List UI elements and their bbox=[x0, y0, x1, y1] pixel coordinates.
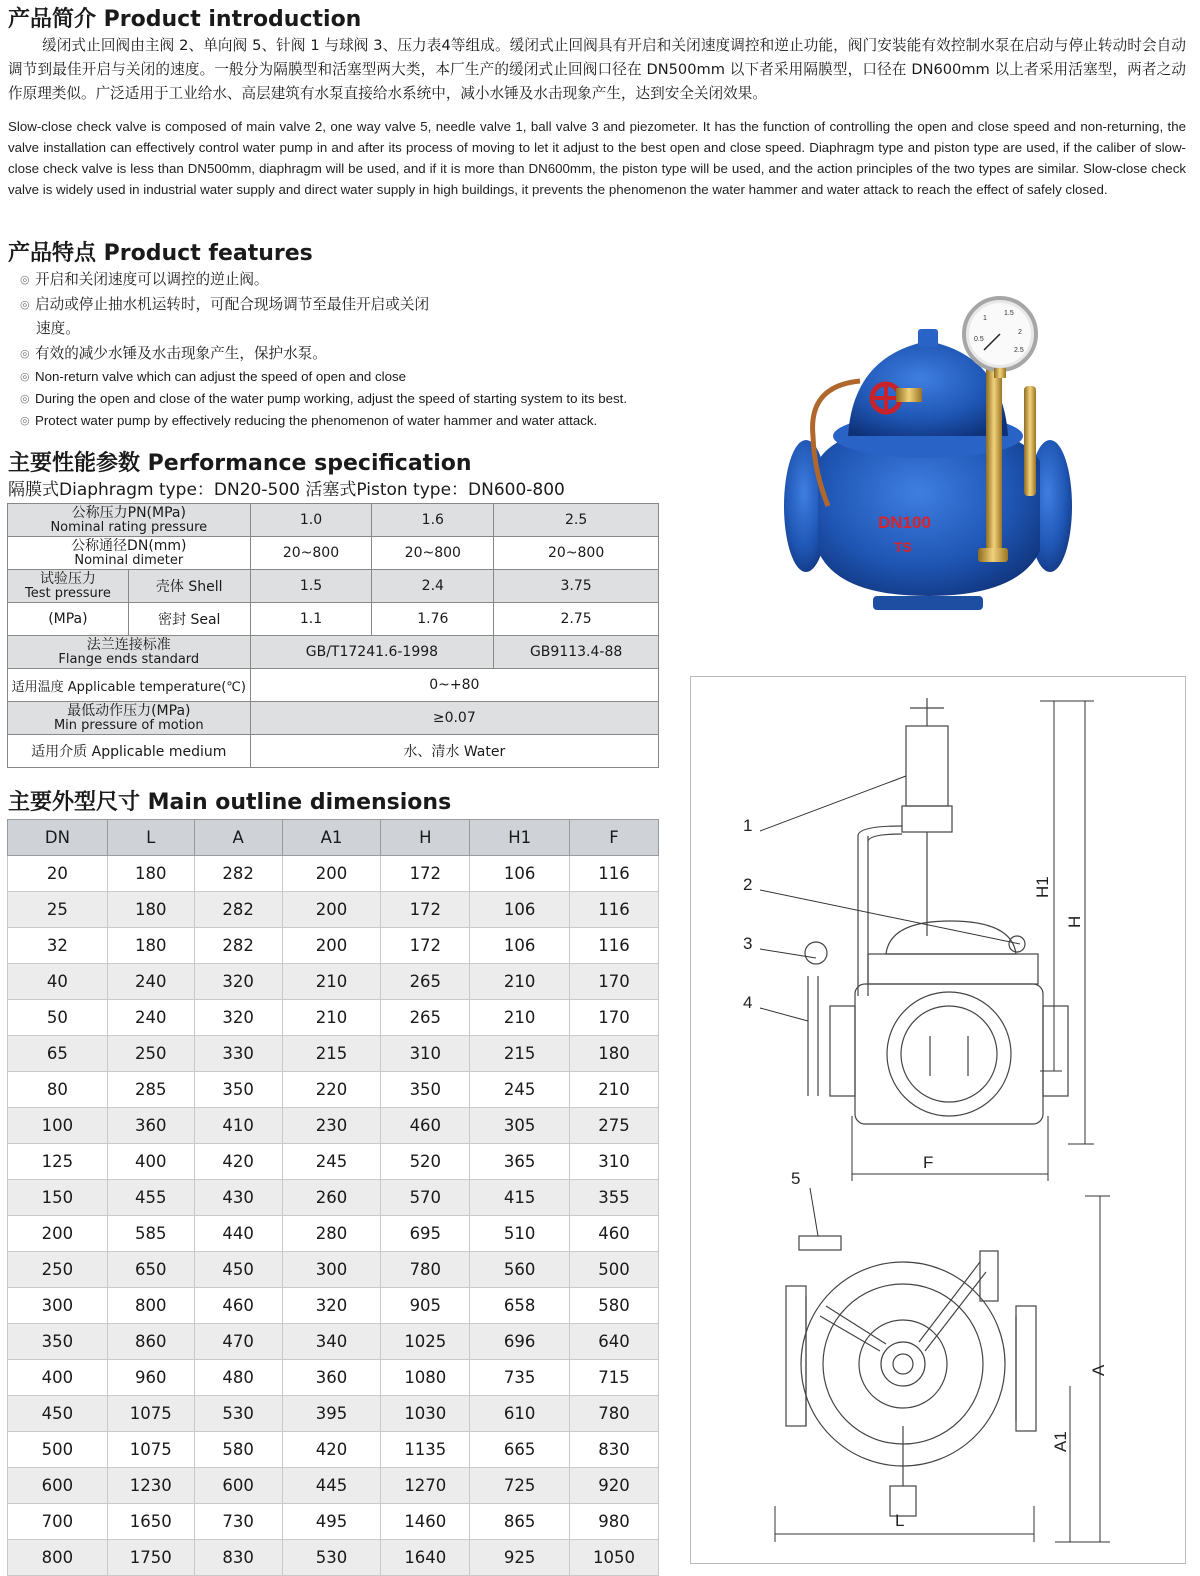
dims-cell: 600 bbox=[8, 1468, 108, 1504]
feature-marker: ◎ bbox=[20, 371, 30, 383]
dims-cell: 460 bbox=[194, 1288, 282, 1324]
dims-cell: 172 bbox=[381, 928, 470, 964]
dims-cell: 282 bbox=[194, 928, 282, 964]
dims-cell: 395 bbox=[282, 1396, 381, 1432]
spec-label: 试验压力 Test pressure bbox=[8, 570, 129, 603]
dims-cell: 830 bbox=[570, 1432, 659, 1468]
dims-cell: 280 bbox=[282, 1216, 381, 1252]
spec-label: 公称通径DN(mm) Nominal dimeter bbox=[8, 537, 251, 570]
dims-cell: 200 bbox=[282, 892, 381, 928]
dimensions-table bbox=[7, 819, 659, 1576]
dims-cell: 865 bbox=[470, 1504, 570, 1540]
table-row bbox=[8, 856, 659, 892]
dims-cell: 400 bbox=[8, 1360, 108, 1396]
dims-cell: 925 bbox=[470, 1540, 570, 1576]
dims-cell: 580 bbox=[194, 1432, 282, 1468]
table-row bbox=[8, 1396, 659, 1432]
dims-cell: 220 bbox=[282, 1072, 381, 1108]
spec-label: 公称压力PN(MPa) Nominal rating pressure bbox=[8, 504, 251, 537]
dims-cell: 420 bbox=[282, 1432, 381, 1468]
dims-cell: 305 bbox=[470, 1108, 570, 1144]
dims-cell: 715 bbox=[570, 1360, 659, 1396]
dims-cell: 960 bbox=[107, 1360, 194, 1396]
table-row bbox=[8, 1072, 659, 1108]
dims-cell: 320 bbox=[194, 1000, 282, 1036]
dims-cell: 210 bbox=[282, 964, 381, 1000]
dims-cell: 25 bbox=[8, 892, 108, 928]
dims-cell: 1270 bbox=[381, 1468, 470, 1504]
valve-type-subtitle: 隔膜式Diaphragm type：DN20-500 活塞式Piston type：DN600-800 bbox=[8, 480, 565, 500]
dims-header-cell: A bbox=[194, 820, 282, 856]
callout-5: 5 bbox=[791, 1169, 801, 1188]
dims-cell: 530 bbox=[282, 1540, 381, 1576]
dimensions-title: 主要外型尺寸 Main outline dimensions bbox=[8, 790, 452, 815]
dims-cell: 415 bbox=[470, 1180, 570, 1216]
dims-cell: 32 bbox=[8, 928, 108, 964]
dims-cell: 200 bbox=[8, 1216, 108, 1252]
dims-cell: 180 bbox=[107, 928, 194, 964]
dim-label-f: F bbox=[923, 1153, 934, 1172]
dims-cell: 920 bbox=[570, 1468, 659, 1504]
dims-cell: 700 bbox=[8, 1504, 108, 1540]
dims-cell: 100 bbox=[8, 1108, 108, 1144]
spec-row-minp: 最低动作压力(MPa) Min pressure of motion ≥0.07 bbox=[8, 702, 659, 735]
dims-cell: 450 bbox=[8, 1396, 108, 1432]
dims-cell: 116 bbox=[570, 892, 659, 928]
dims-cell: 210 bbox=[470, 1000, 570, 1036]
dims-cell: 410 bbox=[194, 1108, 282, 1144]
dims-cell: 106 bbox=[470, 928, 570, 964]
brand-marking: TS bbox=[894, 539, 912, 555]
dims-cell: 106 bbox=[470, 856, 570, 892]
table-row bbox=[8, 1504, 659, 1540]
dims-cell: 735 bbox=[470, 1360, 570, 1396]
dims-header-cell: A1 bbox=[282, 820, 381, 856]
callout-3: 3 bbox=[743, 934, 753, 953]
dims-cell: 450 bbox=[194, 1252, 282, 1288]
dims-cell: 172 bbox=[381, 892, 470, 928]
dims-cell: 265 bbox=[381, 1000, 470, 1036]
table-row bbox=[8, 1324, 659, 1360]
dims-cell: 1030 bbox=[381, 1396, 470, 1432]
dims-cell: 470 bbox=[194, 1324, 282, 1360]
dims-cell: 300 bbox=[8, 1288, 108, 1324]
spec-row-dn: 公称通径DN(mm) Nominal dimeter 20~800 20~800 20~800 bbox=[8, 537, 659, 570]
dims-cell: 658 bbox=[470, 1288, 570, 1324]
dims-header-cell: L bbox=[107, 820, 194, 856]
table-row bbox=[8, 1540, 659, 1576]
brass-column bbox=[986, 356, 1002, 556]
table-row bbox=[8, 1036, 659, 1072]
dims-cell: 310 bbox=[570, 1144, 659, 1180]
dims-cell: 50 bbox=[8, 1000, 108, 1036]
dims-cell: 265 bbox=[381, 964, 470, 1000]
dim-label-h1: H1 bbox=[1033, 876, 1052, 898]
dims-cell: 695 bbox=[381, 1216, 470, 1252]
dims-cell: 320 bbox=[282, 1288, 381, 1324]
feature-item-continuation: 速度。 bbox=[36, 320, 80, 337]
dims-cell: 1025 bbox=[381, 1324, 470, 1360]
intro-paragraph-en: Slow-close check valve is composed of main valve 2, one way valve 5, needle valve 1, ball valve 3 and piezometer. It has the function of controlling the open and close speed and non-returning, the valve installation can effectively control water pump in and after its process of moving to let it adjust to the best open and close speed. Diaphragm type and piston type are used, if the caliber of slow-close check valve is less than DN500mm, diaphragm will be used, and if it is more than DN600mm, the piston type will be used, and the action principles of the two types are similar. Slow-close check valve is widely used in industrial water supply and direct water supply in high buildings, it prevents the phenomenon the water hammer and water attack to reach the effect of safely closed. bbox=[8, 119, 1186, 197]
table-row bbox=[8, 1288, 659, 1324]
dims-cell: 350 bbox=[8, 1324, 108, 1360]
dims-cell: 355 bbox=[570, 1180, 659, 1216]
performance-title: 主要性能参数 Performance specification bbox=[8, 451, 472, 476]
dims-cell: 696 bbox=[470, 1324, 570, 1360]
dims-cell: 430 bbox=[194, 1180, 282, 1216]
svg-text:1.5: 1.5 bbox=[1004, 310, 1014, 317]
dims-cell: 570 bbox=[381, 1180, 470, 1216]
dims-header-cell: DN bbox=[8, 820, 108, 856]
svg-text:0.5: 0.5 bbox=[974, 336, 984, 343]
spec-label: 最低动作压力(MPa) Min pressure of motion bbox=[8, 702, 251, 735]
feature-item-en: ◎ During the open and close of the water pump working, adjust the speed of starting system to its best. bbox=[20, 388, 720, 410]
table-row bbox=[8, 1180, 659, 1216]
dims-cell: 200 bbox=[282, 856, 381, 892]
table-row bbox=[8, 1432, 659, 1468]
dims-cell: 440 bbox=[194, 1216, 282, 1252]
dims-cell: 500 bbox=[570, 1252, 659, 1288]
feature-item: ◎ 启动或停止抽水机运转时，可配合现场调节至最佳开启或关闭 bbox=[20, 293, 720, 318]
spec-row-medium: 适用介质 Applicable medium 水、清水 Water bbox=[8, 735, 659, 768]
dims-cell: 150 bbox=[8, 1180, 108, 1216]
dims-cell: 460 bbox=[570, 1216, 659, 1252]
dims-cell: 1230 bbox=[107, 1468, 194, 1504]
dims-cell: 116 bbox=[570, 928, 659, 964]
dims-cell: 1640 bbox=[381, 1540, 470, 1576]
feature-marker: ◎ bbox=[20, 393, 30, 405]
dims-header-cell: F bbox=[570, 820, 659, 856]
dims-cell: 1050 bbox=[570, 1540, 659, 1576]
dims-cell: 1650 bbox=[107, 1504, 194, 1540]
dims-cell: 180 bbox=[107, 892, 194, 928]
feature-item: ◎ 有效的减少水锤及水击现象产生，保护水泵。 bbox=[20, 342, 720, 367]
dims-cell: 40 bbox=[8, 964, 108, 1000]
dims-cell: 1135 bbox=[381, 1432, 470, 1468]
table-row bbox=[8, 1000, 659, 1036]
dims-cell: 665 bbox=[470, 1432, 570, 1468]
dims-cell: 610 bbox=[470, 1396, 570, 1432]
dims-cell: 800 bbox=[107, 1288, 194, 1324]
features-list bbox=[20, 268, 720, 432]
dims-cell: 420 bbox=[194, 1144, 282, 1180]
dim-label-h: H bbox=[1065, 915, 1084, 928]
dims-cell: 500 bbox=[8, 1432, 108, 1468]
dims-cell: 780 bbox=[570, 1396, 659, 1432]
dims-cell: 65 bbox=[8, 1036, 108, 1072]
svg-text:2: 2 bbox=[1018, 329, 1022, 336]
dims-cell: 730 bbox=[194, 1504, 282, 1540]
dims-cell: 180 bbox=[570, 1036, 659, 1072]
dims-cell: 285 bbox=[107, 1072, 194, 1108]
dims-cell: 725 bbox=[470, 1468, 570, 1504]
dim-label-a1: A1 bbox=[1051, 1431, 1070, 1452]
dims-cell: 125 bbox=[8, 1144, 108, 1180]
dims-cell: 530 bbox=[194, 1396, 282, 1432]
dims-cell: 445 bbox=[282, 1468, 381, 1504]
dims-cell: 275 bbox=[570, 1108, 659, 1144]
spec-row-flange: 法兰连接标准 Flange ends standard GB/T17241.6-1998 GB9113.4-88 bbox=[8, 636, 659, 669]
dims-cell: 580 bbox=[570, 1288, 659, 1324]
dims-cell: 400 bbox=[107, 1144, 194, 1180]
dim-label-l: L bbox=[895, 1511, 905, 1530]
spec-row-seal: (MPa) 密封 Seal 1.1 1.76 2.75 bbox=[8, 603, 659, 636]
dims-cell: 215 bbox=[470, 1036, 570, 1072]
callout-4: 4 bbox=[743, 993, 753, 1012]
dims-cell: 350 bbox=[381, 1072, 470, 1108]
dims-cell: 980 bbox=[570, 1504, 659, 1540]
dims-cell: 495 bbox=[282, 1504, 381, 1540]
table-row bbox=[8, 1216, 659, 1252]
dims-cell: 510 bbox=[470, 1216, 570, 1252]
dims-cell: 180 bbox=[107, 856, 194, 892]
dims-cell: 210 bbox=[282, 1000, 381, 1036]
spec-label: 法兰连接标准 Flange ends standard bbox=[8, 636, 251, 669]
spec-row-shell: 试验压力 Test pressure 壳体 Shell 1.5 2.4 3.75 bbox=[8, 570, 659, 603]
dims-cell: 200 bbox=[282, 928, 381, 964]
dims-cell: 80 bbox=[8, 1072, 108, 1108]
dims-cell: 1075 bbox=[107, 1396, 194, 1432]
valve-photo bbox=[778, 296, 1078, 618]
spec-row-temp: 适用温度 Applicable temperature(℃) 0~+80 bbox=[8, 669, 659, 702]
dims-header-cell: H bbox=[381, 820, 470, 856]
feature-marker: ◎ bbox=[20, 346, 30, 360]
dims-cell: 310 bbox=[381, 1036, 470, 1072]
table-row bbox=[8, 1144, 659, 1180]
dims-cell: 560 bbox=[470, 1252, 570, 1288]
callout-1: 1 bbox=[743, 816, 753, 835]
feature-item-en: ◎ Protect water pump by effectively reducing the phenomenon of water hammer and water attack. bbox=[20, 410, 720, 432]
callout-2: 2 bbox=[743, 875, 753, 894]
dims-cell: 210 bbox=[470, 964, 570, 1000]
dims-cell: 480 bbox=[194, 1360, 282, 1396]
technical-drawing bbox=[690, 676, 1184, 1562]
dims-cell: 520 bbox=[381, 1144, 470, 1180]
dims-cell: 300 bbox=[282, 1252, 381, 1288]
dims-cell: 1080 bbox=[381, 1360, 470, 1396]
dims-cell: 240 bbox=[107, 964, 194, 1000]
dims-cell: 365 bbox=[470, 1144, 570, 1180]
dims-cell: 282 bbox=[194, 892, 282, 928]
dims-cell: 340 bbox=[282, 1324, 381, 1360]
dims-cell: 245 bbox=[470, 1072, 570, 1108]
feature-item: ◎ 开启和关闭速度可以调控的逆止阀。 bbox=[20, 268, 720, 293]
dims-cell: 210 bbox=[570, 1072, 659, 1108]
spec-row-pn: 公称压力PN(MPa) Nominal rating pressure 1.0 1.6 2.5 bbox=[8, 504, 659, 537]
dims-cell: 240 bbox=[107, 1000, 194, 1036]
dims-cell: 116 bbox=[570, 856, 659, 892]
performance-spec-table bbox=[7, 503, 659, 768]
dims-cell: 170 bbox=[570, 964, 659, 1000]
dims-cell: 600 bbox=[194, 1468, 282, 1504]
dims-cell: 172 bbox=[381, 856, 470, 892]
dims-cell: 640 bbox=[570, 1324, 659, 1360]
table-row bbox=[8, 1468, 659, 1504]
intro-paragraph-cn: 缓闭式止回阀由主阀 2、单向阀 5、针阀 1 与球阀 3、压力表4等组成。缓闭式止回阀具有开启和关闭速度调控和逆止功能，阀门安装能有效控制水泵在启动与停止转动时会自动调节到最佳开启与关闭的速度。一般分为隔膜型和活塞型两大类，本厂生产的缓闭式止回阀口径在 DN500mm 以下者采用隔膜型，口径在 DN600mm 以上者采用活塞型，两者之动作原理类似。广泛适用于工业给水、高层建筑有水泵直接给水系统中，减小水锤及水击现象产生，达到安全关闭效果。 bbox=[8, 37, 1186, 102]
feature-item-en: ◎ Non-return valve which can adjust the speed of open and close bbox=[20, 366, 720, 388]
dims-cell: 1750 bbox=[107, 1540, 194, 1576]
dims-cell: 1075 bbox=[107, 1432, 194, 1468]
table-row bbox=[8, 928, 659, 964]
dims-cell: 650 bbox=[107, 1252, 194, 1288]
dims-cell: 260 bbox=[282, 1180, 381, 1216]
dims-cell: 460 bbox=[381, 1108, 470, 1144]
svg-text:2.5: 2.5 bbox=[1014, 347, 1024, 354]
dims-cell: 250 bbox=[8, 1252, 108, 1288]
dims-cell: 245 bbox=[282, 1144, 381, 1180]
dims-cell: 800 bbox=[8, 1540, 108, 1576]
table-row bbox=[8, 892, 659, 928]
dims-cell: 830 bbox=[194, 1540, 282, 1576]
dims-cell: 250 bbox=[107, 1036, 194, 1072]
valve-foot bbox=[873, 596, 983, 610]
dims-cell: 230 bbox=[282, 1108, 381, 1144]
table-row bbox=[8, 1108, 659, 1144]
dims-cell: 360 bbox=[282, 1360, 381, 1396]
table-row bbox=[8, 1360, 659, 1396]
dims-cell: 320 bbox=[194, 964, 282, 1000]
dims-cell: 106 bbox=[470, 892, 570, 928]
feature-marker: ◎ bbox=[20, 297, 30, 311]
table-row bbox=[8, 1252, 659, 1288]
dims-cell: 780 bbox=[381, 1252, 470, 1288]
dims-cell: 860 bbox=[107, 1324, 194, 1360]
svg-text:1: 1 bbox=[983, 315, 987, 322]
feature-marker: ◎ bbox=[20, 273, 30, 286]
dims-cell: 585 bbox=[107, 1216, 194, 1252]
body-marking: DN100 bbox=[878, 513, 931, 532]
table-row bbox=[8, 964, 659, 1000]
dims-cell: 360 bbox=[107, 1108, 194, 1144]
intro-title: 产品简介 Product introduction bbox=[8, 7, 362, 32]
dims-cell: 215 bbox=[282, 1036, 381, 1072]
dims-cell: 905 bbox=[381, 1288, 470, 1324]
dims-cell: 1460 bbox=[381, 1504, 470, 1540]
dims-cell: 170 bbox=[570, 1000, 659, 1036]
dims-cell: 282 bbox=[194, 856, 282, 892]
dim-label-a: A bbox=[1089, 1364, 1108, 1376]
dims-cell: 20 bbox=[8, 856, 108, 892]
dims-header-cell: H1 bbox=[470, 820, 570, 856]
dims-cell: 330 bbox=[194, 1036, 282, 1072]
features-title: 产品特点 Product features bbox=[8, 241, 313, 266]
dims-cell: 350 bbox=[194, 1072, 282, 1108]
dims-cell: 455 bbox=[107, 1180, 194, 1216]
feature-marker: ◎ bbox=[20, 415, 30, 427]
